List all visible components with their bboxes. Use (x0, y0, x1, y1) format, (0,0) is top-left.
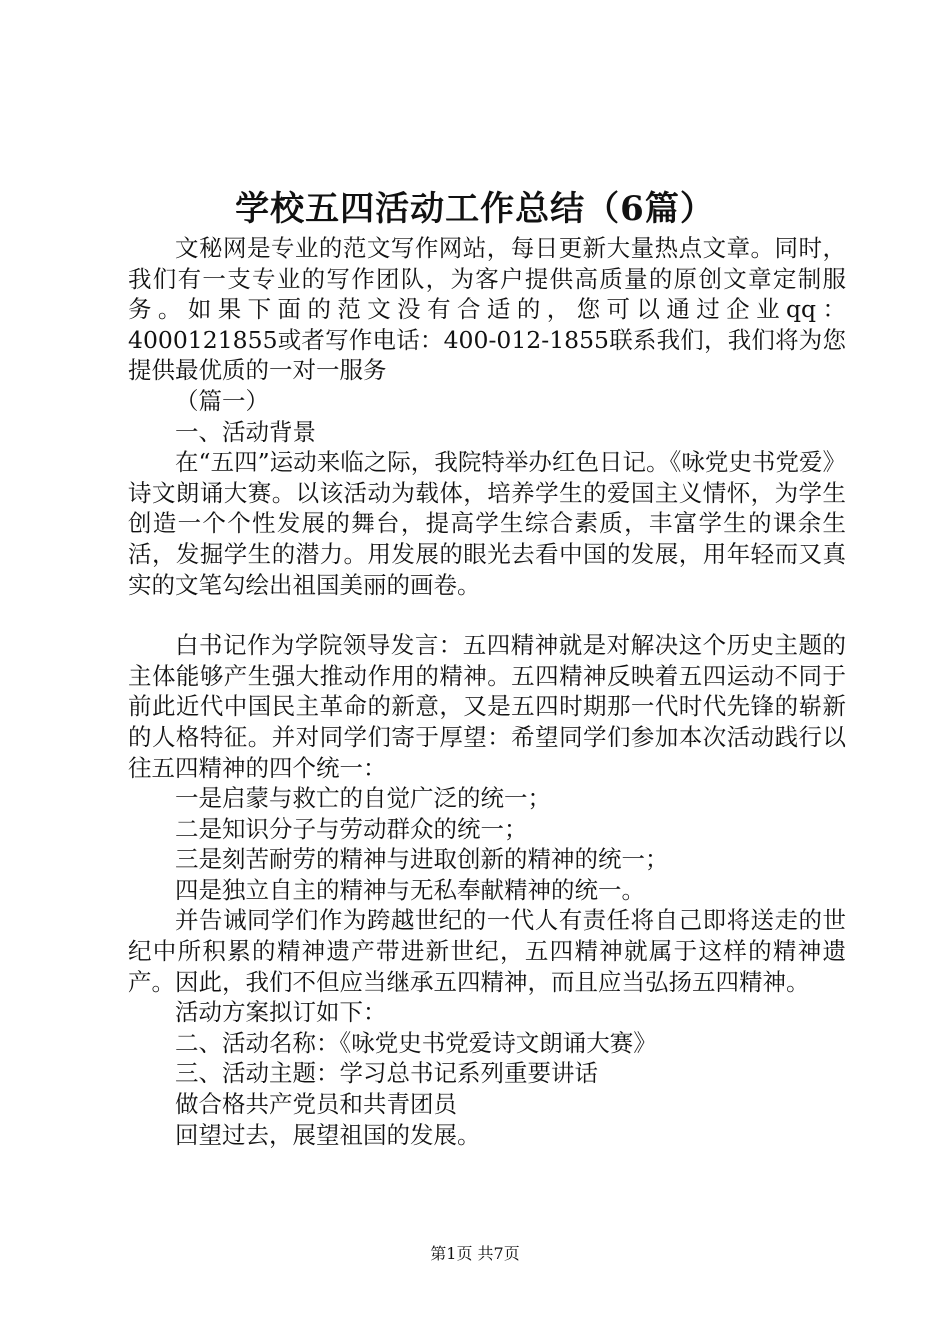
list-item: 三是刻苦耐劳的精神与进取创新的精神的统一； (175, 845, 669, 874)
activity-name: 二、活动名称：《咏党史书党爱诗文朗诵大赛》 (175, 1028, 657, 1057)
intro-paragraph: 文秘网是专业的范文写作网站，每日更新大量热点文章。同时，我们有一支专业的写作团队，为客户提供高质量的原创文章定制服务。如果下面的范文没有合适的，您可以通过企业qq：4000121855或者写作电话：400-012-1855联系我们，我们将为您提供最优质的一对一服务 (128, 234, 846, 385)
plan-intro: 活动方案拟订如下： (175, 998, 387, 1027)
list-item: 二是知识分子与劳动群众的统一； (175, 814, 528, 843)
list-item: 四是独立自主的精神与无私奉献精神的统一。 (175, 875, 645, 904)
document-title: 学校五四活动工作总结（6篇） (235, 189, 715, 229)
theme-line: 回望过去，展望祖国的发展。 (175, 1120, 481, 1149)
background-paragraph: 在“五四”运动来临之际，我院特举办红色日记。《咏党史书党爱》诗文朗诵大赛。以该活动为载体，培养学生的爱国主义情怀，为学生创造一个个性发展的舞台，提高学生综合素质，丰富学生的课余生活，发掘学生的潜力。用发展的眼光去看中国的发展，用年轻而又真实的文笔勾绘出祖国美丽的画卷。 (128, 448, 846, 599)
paragraph-gap (128, 600, 846, 630)
admonition-paragraph: 并告诫同学们作为跨越世纪的一代人有责任将自己即将送走的世纪中所积累的精神遗产带进新世纪，五四精神就属于这样的精神遗产。因此，我们不但应当继承五四精神，而且应当弘扬五四精神。 (128, 906, 846, 996)
list-item: 一是启蒙与救亡的自觉广泛的统一； (175, 784, 551, 813)
section-heading-part-one: （篇一） (175, 386, 269, 415)
section-heading-background: 一、活动背景 (175, 417, 316, 446)
page-number: 第1页 共7页 (430, 1244, 520, 1263)
speech-paragraph: 白书记作为学院领导发言：五四精神就是对解决这个历史主题的主体能够产生强大推动作用的精神。五四精神反映着五四运动不同于前此近代中国民主革命的新意，又是五四时期那一代时代先锋的崭新的人格特征。并对同学们寄于厚望：希望同学们参加本次活动践行以往五四精神的四个统一： (128, 631, 846, 782)
activity-theme: 三、活动主题：学习总书记系列重要讲话 (175, 1059, 598, 1088)
theme-line: 做合格共产党员和共青团员 (175, 1090, 457, 1119)
document-body (128, 233, 846, 1150)
